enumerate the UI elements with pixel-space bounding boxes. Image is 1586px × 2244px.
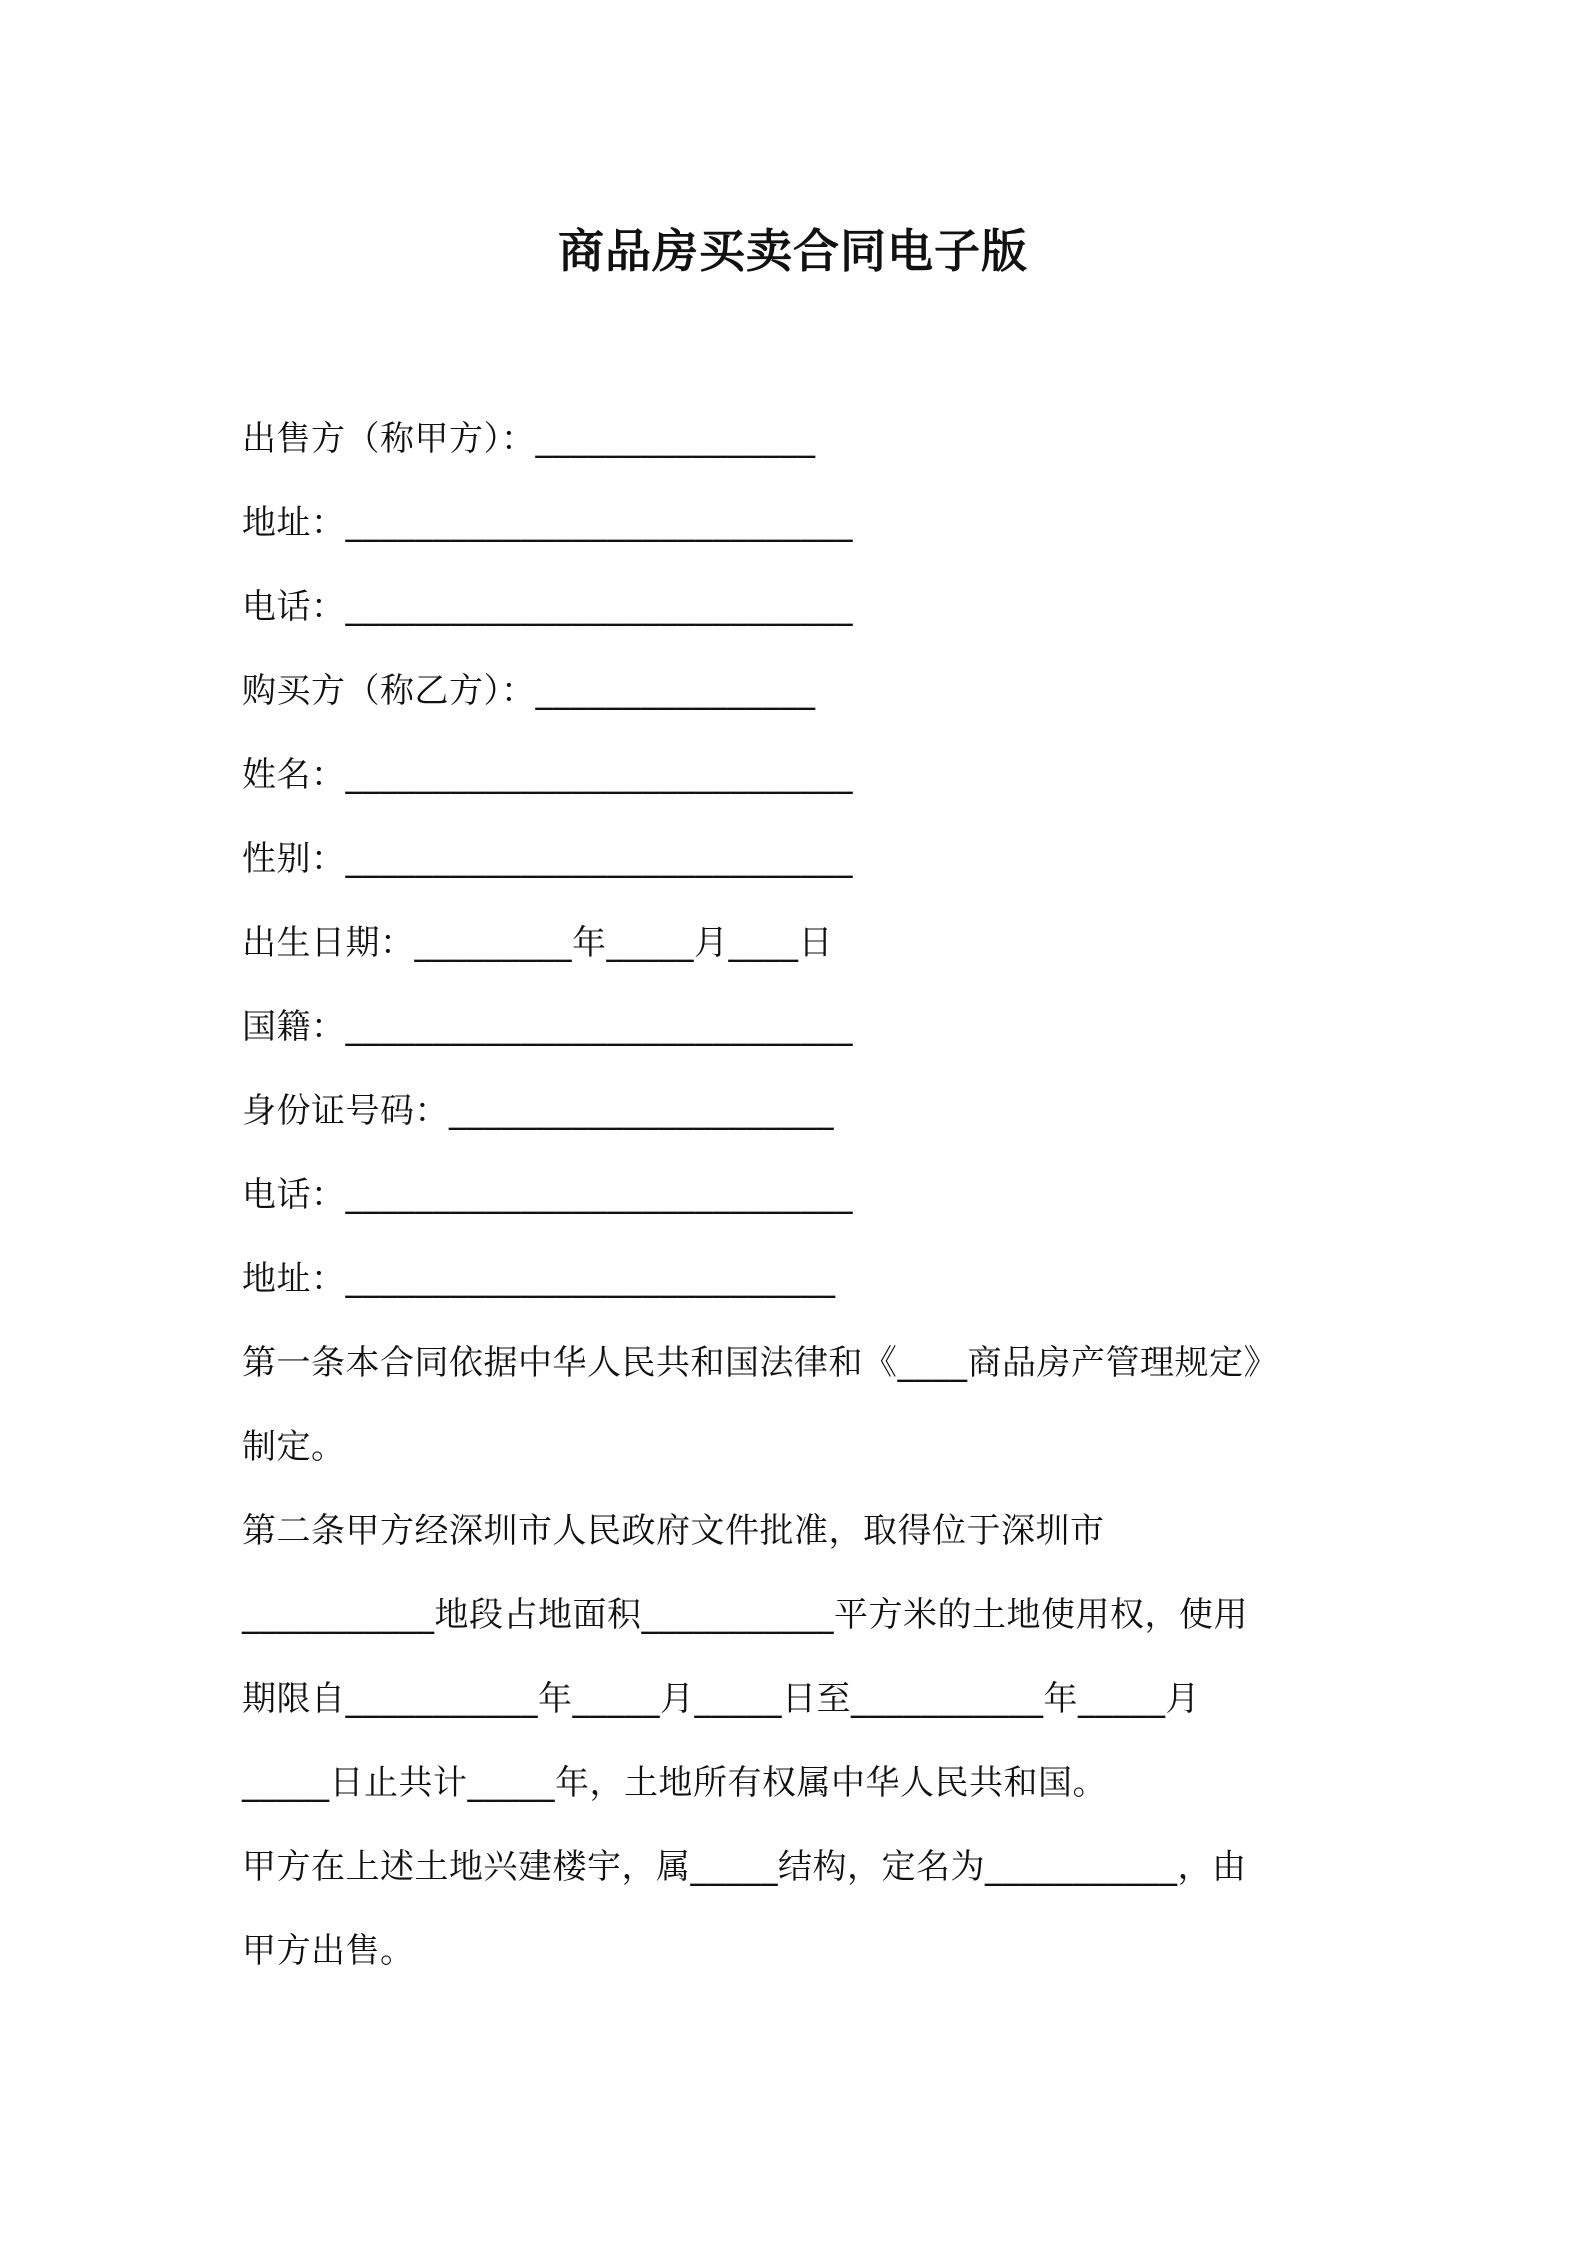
article-1-line-2: 制定。 [242,1427,346,1467]
buyer-phone-field: 电话：_____________________________ [242,1175,853,1215]
article-2-line-4: _____日止共计_____年，土地所有权属中华人民共和国。 [242,1763,1107,1803]
article-2-line-3: 期限自___________年_____月_____日至___________年_____月 [242,1679,1200,1719]
buyer-id-number-field: 身份证号码：______________________ [242,1091,834,1131]
buyer-field: 购买方（称乙方）：________________ [242,671,816,711]
seller-address-field: 地址：_____________________________ [242,503,853,543]
buyer-birthdate-field: 出生日期：_________年_____月____日 [242,923,833,963]
buyer-nationality-field: 国籍：_____________________________ [242,1007,853,1047]
article-2-line-1: 第二条甲方经深圳市人民政府文件批准，取得位于深圳市 [242,1511,1105,1551]
buyer-name-field: 姓名：_____________________________ [242,755,853,795]
seller-phone-field: 电话：_____________________________ [242,587,853,627]
buyer-address-field: 地址：____________________________ [242,1259,836,1299]
building-paragraph-line-1: 甲方在上述土地兴建楼宇，属_____结构，定名为___________，由 [242,1847,1247,1887]
building-paragraph-line-2: 甲方出售。 [242,1931,415,1971]
article-2-line-2: ___________地段占地面积___________平方米的土地使用权，使用 [242,1595,1248,1635]
document-body [242,404,1372,2000]
seller-field: 出售方（称甲方）：________________ [242,419,816,459]
buyer-gender-field: 性别：_____________________________ [242,839,853,879]
document-title: 商品房买卖合同电子版 [558,224,1028,278]
article-1-line-1: 第一条本合同依据中华人民共和国法律和《____商品房产管理规定》 [242,1343,1278,1383]
